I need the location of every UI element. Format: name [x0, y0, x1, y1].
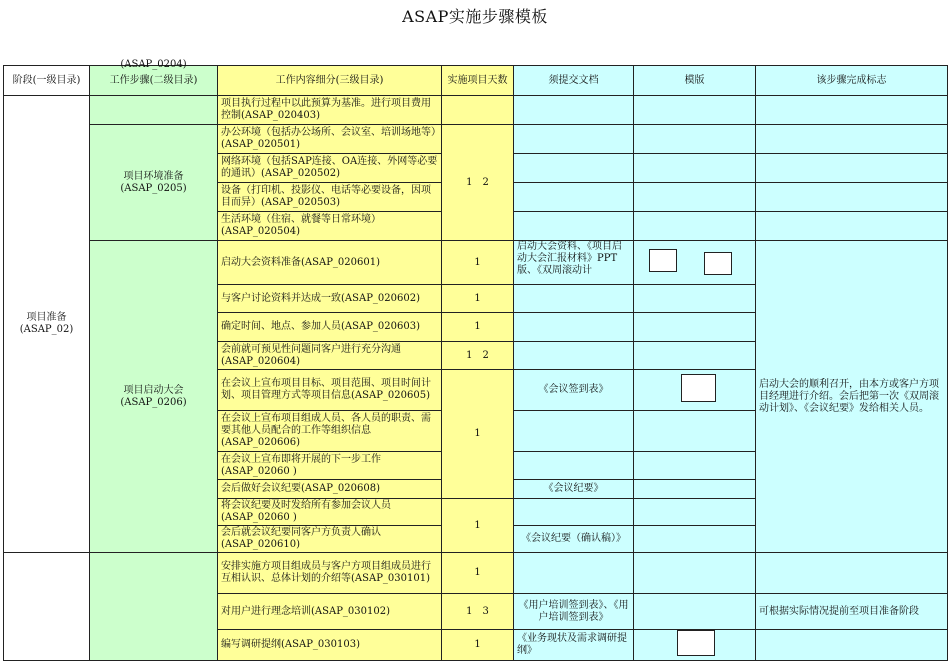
docs-cell: 《会议纪要（确认稿）》 [514, 526, 634, 553]
template-cell [634, 96, 756, 125]
template-file-icon[interactable] [681, 374, 716, 402]
docs-cell [514, 212, 634, 241]
completion-cell [756, 553, 948, 594]
task-cell: 设备（打印机、投影仪、电话等必要设备，因项目而异）(ASAP_020503) [218, 183, 442, 212]
docs-cell [514, 411, 634, 452]
table-row [4, 96, 948, 125]
header-task: 工作内容细分(三级目录) [218, 66, 442, 96]
step-cell-empty [90, 96, 218, 125]
task-cell: 编写调研提纲(ASAP_030103) [218, 630, 442, 661]
task-cell: 在会议上宣布即将开展的下一步工作(ASAP_02060 ) [218, 452, 442, 480]
completion-cell [756, 96, 948, 125]
docs-cell [514, 499, 634, 526]
phase-cell [4, 96, 90, 553]
docs-cell [514, 154, 634, 183]
template-cell [634, 342, 756, 370]
days-cell: 1 [442, 370, 514, 499]
completion-cell [756, 630, 948, 661]
header-step-label: 工作步骤(二级目录) [109, 74, 198, 86]
days-cell: 1 [442, 553, 514, 594]
step-code: (ASAP_0205) [120, 182, 187, 194]
task-cell: 生活环境（住宿、就餐等日常环境）(ASAP_020504) [218, 212, 442, 241]
asap-steps-table [3, 59, 948, 661]
docs-cell: 《会议签到表》 [514, 370, 634, 411]
template-cell [634, 553, 756, 594]
step-name: 项目环境准备 [123, 170, 184, 182]
template-file-icon[interactable] [704, 252, 732, 275]
template-file-icon[interactable] [649, 249, 677, 272]
task-cell: 确定时间、地点、参加人员(ASAP_020603) [218, 313, 442, 342]
task-cell: 对用户进行理念培训(ASAP_030102) [218, 594, 442, 630]
header-completion: 该步骤完成标志 [756, 66, 948, 96]
task-cell: 会后就会议纪要同客户方负责人确认(ASAP_020610) [218, 526, 442, 553]
template-file-icon[interactable] [677, 630, 715, 656]
header-phase: 阶段(一级目录) [4, 66, 90, 96]
template-cell [634, 154, 756, 183]
docs-cell [514, 452, 634, 480]
table-row [4, 241, 948, 285]
days-cell: 1 [442, 499, 514, 553]
docs-cell [514, 183, 634, 212]
docs-cell [514, 285, 634, 313]
completion-cell [756, 183, 948, 212]
step-code: (ASAP_0206) [120, 396, 187, 408]
step-cell [90, 241, 218, 553]
template-cell [634, 480, 756, 499]
template-cell [634, 411, 756, 452]
task-cell: 在会议上宣布项目目标、项目范围、项目时间计划、项目管理方式等项目信息(ASAP_020605) [218, 370, 442, 411]
task-cell: 在会议上宣布项目组成人员、各人员的职责、需要其他人员配合的工作等组织信息(ASAP_020606) [218, 411, 442, 452]
task-cell: 网络环境（包括SAP连接、OA连接、外网等必要的通讯）(ASAP_020502) [218, 154, 442, 183]
docs-cell: 启动大会资料、《项目启动大会汇报材料》PPT版、《双周滚动计 [514, 241, 634, 285]
header-step-overlay: (ASAP_0204) [120, 59, 187, 70]
days-cell: 1 [442, 285, 514, 313]
step-name: 项目启动大会 [123, 384, 184, 396]
template-cell [634, 125, 756, 154]
completion-cell [756, 154, 948, 183]
template-cell [634, 526, 756, 553]
days-cell: 1 3 [442, 594, 514, 630]
template-cell [634, 370, 756, 411]
docs-cell [514, 125, 634, 154]
table-row [4, 553, 948, 594]
task-cell: 项目执行过程中以此预算为基准。进行项目费用控制(ASAP_020403) [218, 96, 442, 125]
template-cell [634, 452, 756, 480]
days-cell: 1 [442, 313, 514, 342]
task-cell: 会后做好会议纪要(ASAP_020608) [218, 480, 442, 499]
completion-cell [756, 212, 948, 241]
docs-cell [514, 553, 634, 594]
task-cell: 安排实施方项目组成员与客户方项目组成员进行互相认识、总体计划的介绍等(ASAP_030101) [218, 553, 442, 594]
template-cell [634, 499, 756, 526]
task-cell: 启动大会资料准备(ASAP_020601) [218, 241, 442, 285]
phase-name: 项目准备 [26, 312, 67, 323]
template-cell [634, 183, 756, 212]
days-cell: 1 [442, 241, 514, 285]
header-template: 模版 [634, 66, 756, 96]
step-cell-empty [90, 553, 218, 661]
days-cell [442, 96, 514, 125]
header-days: 实施项目天数 [442, 66, 514, 96]
document-title: ASAP实施步骤模板 [402, 7, 548, 26]
docs-cell: 《业务现状及需求调研提纲》 [514, 630, 634, 661]
task-cell: 办公环境（包括办公场所、会议室、培训场地等）(ASAP_020501) [218, 125, 442, 154]
task-cell: 与客户讨论资料并达成一致(ASAP_020602) [218, 285, 442, 313]
template-cell [634, 212, 756, 241]
days-cell: 1 [442, 630, 514, 661]
task-cell: 会前就可预见性问题同客户进行充分沟通(ASAP_020604) [218, 342, 442, 370]
table-row [4, 125, 948, 154]
completion-cell: 可根据实际情况提前至项目准备阶段 [756, 594, 948, 630]
days-cell: 1 2 [442, 342, 514, 370]
header-docs: 须提交文档 [514, 66, 634, 96]
completion-cell [756, 125, 948, 154]
template-cell [634, 285, 756, 313]
docs-cell [514, 313, 634, 342]
completion-cell: 启动大会的顺利召开，由本方或客户方项目经理进行介绍。会后把第一次《双周滚动计划》、《会议纪要》发给相关人员。 [756, 241, 948, 553]
docs-cell [514, 342, 634, 370]
template-cell [634, 594, 756, 630]
template-cell [634, 241, 756, 285]
docs-cell: 《用户培训签到表》、《用户培训签到表》 [514, 594, 634, 630]
phase-cell-empty [4, 553, 90, 661]
step-cell [90, 125, 218, 241]
header-row [4, 66, 948, 96]
docs-cell: 《会议纪要》 [514, 480, 634, 499]
task-cell: 将会议纪要及时发给所有参加会议人员(ASAP_02060 ) [218, 499, 442, 526]
phase-code: (ASAP_02) [19, 324, 74, 335]
docs-cell [514, 96, 634, 125]
days-cell: 1 2 [442, 125, 514, 241]
template-cell [634, 630, 756, 661]
template-cell [634, 313, 756, 342]
header-step [90, 59, 218, 96]
